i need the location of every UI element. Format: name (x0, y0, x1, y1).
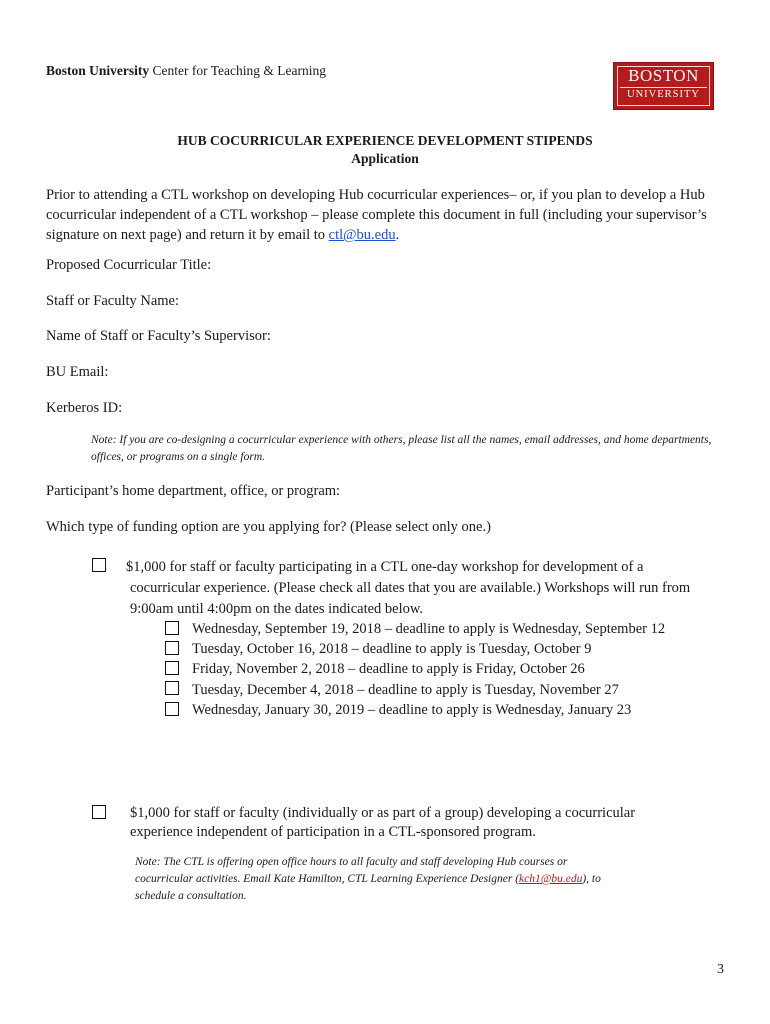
logo-line1: BOSTON (628, 66, 699, 85)
date-option-sep19: Wednesday, September 19, 2018 – deadline to apply is Wednesday, September 12 (192, 621, 666, 637)
bu-logo (613, 62, 714, 110)
option2-line1: $1,000 for staff or faculty (individually or as part of a group) developing a cocurricular (130, 805, 636, 821)
date-option-nov2: Friday, November 2, 2018 – deadline to apply is Friday, October 26 (192, 661, 585, 677)
option1-line2: cocurricular experience. (Please check all dates that you are available.) Workshops will run from (130, 580, 691, 596)
kerberos-id-label: Kerberos ID: (46, 400, 123, 416)
date-checkbox-oct16[interactable] (165, 641, 179, 655)
option2-checkbox[interactable] (92, 805, 106, 819)
org-name-bold: Boston University (46, 63, 150, 78)
department-label: Participant’s home department, office, or program: (46, 483, 341, 499)
option1-line3: 9:00am until 4:00pm on the dates indicated below. (130, 601, 424, 617)
option2-line2: experience independent of participation in a CTL-sponsored program. (130, 824, 536, 840)
date-checkbox-sep19[interactable] (165, 621, 179, 635)
logo-line2: UNIVERSITY (627, 89, 700, 100)
date-checkbox-jan30[interactable] (165, 702, 179, 716)
office-hours-note-end: ), to (582, 873, 601, 885)
document-title: HUB COCURRICULAR EXPERIENCE DEVELOPMENT STIPENDS (177, 133, 593, 148)
intro-text: Prior to attending a CTL workshop on developing Hub cocurricular experiences– or, if you plan to develop a Hub cocurricular independent of a CTL workshop – please complete this document in full (including your supervisor’s signature on next page) and return it by email to (46, 187, 707, 243)
funding-question: Which type of funding option are you applying for? (Please select only one.) (46, 519, 491, 535)
kch1-email-link[interactable]: kch1@bu.edu (519, 873, 583, 885)
date-option-jan30: Wednesday, January 30, 2019 – deadline to apply is Wednesday, January 23 (192, 702, 632, 718)
co-design-note: Note: If you are co-designing a cocurricular experience with others, please list all the names, email addresses, and home departments, offices, or programs on a single form. (91, 434, 712, 463)
office-hours-note-line3: schedule a consultation. (135, 890, 247, 902)
staff-name-label: Staff or Faculty Name: (46, 293, 180, 309)
intro-end: . (395, 227, 400, 243)
supervisor-name-label: Name of Staff or Faculty’s Supervisor: (46, 328, 271, 344)
date-option-dec4: Tuesday, December 4, 2018 – deadline to apply is Tuesday, November 27 (192, 682, 619, 698)
option1-line1: $1,000 for staff or faculty participating in a CTL one-day workshop for development of a (126, 559, 644, 575)
org-name-rest: Center for Teaching & Learning (149, 63, 327, 78)
date-checkbox-nov2[interactable] (165, 661, 179, 675)
option1-checkbox[interactable] (92, 558, 106, 572)
proposed-title-label: Proposed Cocurricular Title: (46, 257, 212, 273)
intro-paragraph (46, 185, 726, 245)
date-option-oct16: Tuesday, October 16, 2018 – deadline to apply is Tuesday, October 9 (192, 641, 592, 657)
date-checkbox-dec4[interactable] (165, 681, 179, 695)
ctl-email-link[interactable]: ctl@bu.edu (328, 227, 396, 243)
logo-rule (620, 87, 707, 88)
page-number: 3 (717, 962, 724, 977)
header-org (46, 63, 326, 79)
office-hours-note-line2 (135, 871, 601, 888)
office-hours-note-line1: Note: The CTL is offering open office hours to all faculty and staff developing Hub courses or (135, 856, 568, 868)
bu-email-label: BU Email: (46, 364, 109, 380)
document-subtitle: Application (351, 151, 419, 166)
office-hours-note-text: cocurricular activities. Email Kate Hamilton, CTL Learning Experience Designer ( (135, 873, 520, 885)
